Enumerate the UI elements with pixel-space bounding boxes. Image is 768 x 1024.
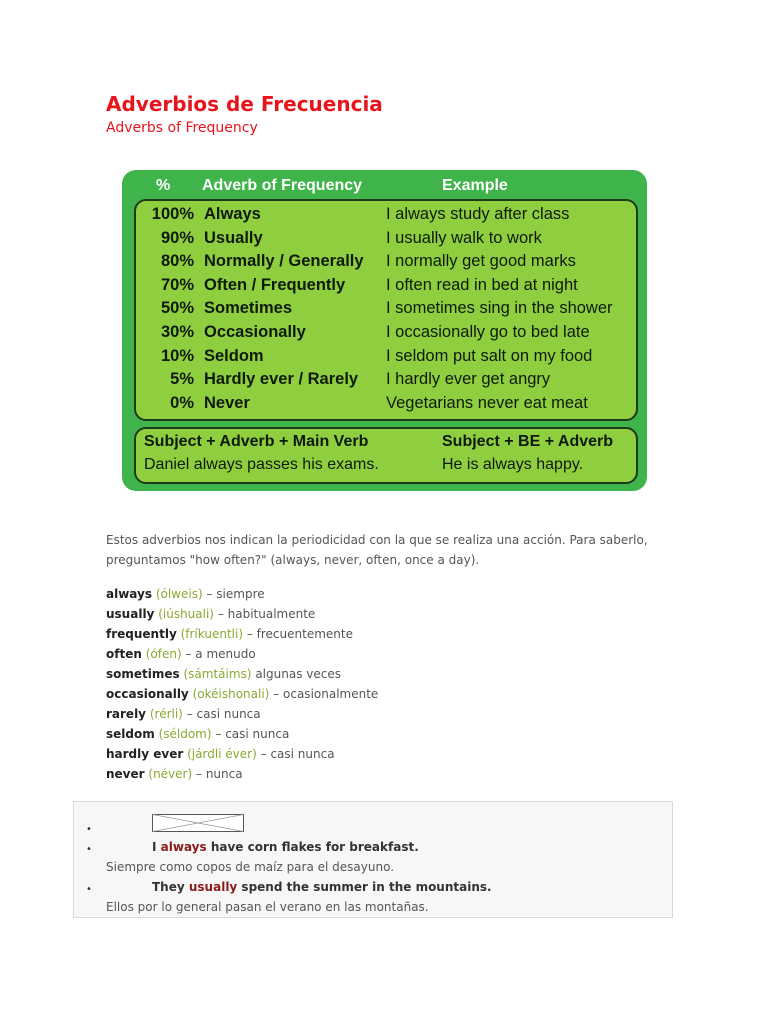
bullet: • <box>86 844 92 855</box>
vocab-pronunciation: (rérli) <box>149 707 183 721</box>
vocab-pronunciation: (ólweis) <box>155 587 203 601</box>
row-percent: 80% <box>160 252 194 271</box>
formula-right-example: He is always happy. <box>442 456 584 473</box>
row-adverb: Often / Frequently <box>204 275 346 294</box>
header-adverb: Adverb of Frequency <box>202 177 363 194</box>
row-example: I hardly ever get angry <box>386 370 551 389</box>
vocab-word: frequently <box>106 627 177 641</box>
page-title: Adverbios de Frecuencia <box>106 92 383 116</box>
example-sentence <box>152 840 419 854</box>
vocab-word: usually <box>106 607 155 621</box>
vocab-word: occasionally <box>106 687 189 701</box>
freq-row <box>136 229 636 253</box>
vocab-meaning: – casi nunca <box>186 707 261 721</box>
vocab-meaning: – casi nunca <box>260 747 335 761</box>
sentence-part: I <box>152 840 161 854</box>
vocab-meaning: – frecuentemente <box>246 627 353 641</box>
frequency-infographic <box>122 170 647 491</box>
vocab-pronunciation: (járdli éver) <box>187 747 257 761</box>
row-adverb: Sometimes <box>204 299 293 318</box>
vocab-meaning: algunas veces <box>255 667 341 681</box>
vocab-word: hardly ever <box>106 747 184 761</box>
frequency-table-box <box>134 199 638 421</box>
freq-row <box>136 370 636 394</box>
list-item <box>106 624 378 644</box>
vocab-word: never <box>106 767 145 781</box>
intro-paragraph: Estos adverbios nos indican la periodicidad con la que se realiza una acción. Para saberlo, preguntamos "how often?" (always, never, often, once a day). <box>106 533 648 567</box>
list-item <box>106 644 378 664</box>
row-example: Vegetarians never eat meat <box>386 393 588 412</box>
vocab-pronunciation: (séldom) <box>158 727 212 741</box>
bullet: • <box>86 824 92 835</box>
vocab-pronunciation: (okéishonali) <box>192 687 270 701</box>
row-percent: 5% <box>170 370 194 389</box>
row-percent: 0% <box>170 393 194 412</box>
freq-row <box>136 323 636 347</box>
bullet: • <box>86 884 92 895</box>
vocab-meaning: – ocasionalmente <box>273 687 379 701</box>
row-percent: 30% <box>160 323 194 341</box>
row-adverb: Occasionally <box>204 323 306 341</box>
freq-row <box>136 394 636 418</box>
formula-box <box>134 427 638 484</box>
header-example: Example <box>442 177 508 194</box>
vocab-word: often <box>106 647 142 661</box>
freq-row <box>136 205 636 229</box>
row-adverb: Usually <box>204 228 263 247</box>
row-example: I normally get good marks <box>386 252 576 271</box>
vocab-pronunciation: (ófen) <box>145 647 182 661</box>
sentence-part: spend the summer in the mountains. <box>237 880 492 894</box>
sentence-part: They <box>152 880 189 894</box>
row-percent: 50% <box>160 299 194 318</box>
formula-left-example: Daniel always passes his exams. <box>144 456 379 473</box>
vocab-meaning: – casi nunca <box>215 727 290 741</box>
header-percent: % <box>156 177 171 194</box>
freq-row <box>136 252 636 276</box>
vocab-meaning: – siempre <box>206 587 265 601</box>
page-subtitle: Adverbs of Frequency <box>106 120 258 136</box>
list-item <box>106 584 378 604</box>
row-percent: 90% <box>160 228 194 247</box>
row-adverb: Seldom <box>204 346 264 365</box>
example-translation: Ellos por lo general pasan el verano en las montañas. <box>106 900 429 914</box>
vocab-word: always <box>106 587 152 601</box>
examples-box <box>73 801 673 918</box>
vocab-meaning: – nunca <box>196 767 243 781</box>
row-percent: 100% <box>151 205 194 223</box>
row-adverb: Never <box>204 393 250 412</box>
vocabulary-list <box>106 584 378 784</box>
vocab-pronunciation: (fríkuentli) <box>180 627 243 641</box>
row-example: I always study after class <box>386 205 570 223</box>
formula-right-rule: Subject + BE + Adverb <box>442 433 614 450</box>
list-item <box>106 604 378 624</box>
freq-row <box>136 299 636 323</box>
row-example: I usually walk to work <box>386 228 542 247</box>
row-adverb: Hardly ever / Rarely <box>204 370 359 389</box>
list-item <box>106 764 378 784</box>
row-percent: 70% <box>160 275 194 294</box>
vocab-meaning: – habitualmente <box>217 607 316 621</box>
freq-row <box>136 347 636 371</box>
formula-left-rule: Subject + Adverb + Main Verb <box>144 433 369 450</box>
vocab-meaning: – a menudo <box>185 647 256 661</box>
list-item <box>106 724 378 744</box>
example-translation: Siempre como copos de maíz para el desayuno. <box>106 860 395 874</box>
highlighted-adverb: usually <box>188 880 238 894</box>
highlighted-adverb: always <box>160 840 207 854</box>
row-example: I seldom put salt on my food <box>386 346 593 365</box>
vocab-pronunciation: (iúshuali) <box>158 607 214 621</box>
list-item <box>106 684 378 704</box>
row-example: I often read in bed at night <box>386 275 578 294</box>
vocab-word: seldom <box>106 727 155 741</box>
row-example: I occasionally go to bed late <box>386 323 590 341</box>
row-adverb: Normally / Generally <box>204 252 364 271</box>
list-item <box>106 704 378 724</box>
vocab-word: sometimes <box>106 667 180 681</box>
row-example: I sometimes sing in the shower <box>386 299 613 318</box>
freq-row <box>136 276 636 300</box>
broken-image-icon <box>152 814 244 832</box>
row-adverb: Always <box>204 205 261 223</box>
sentence-part: have corn flakes for breakfast. <box>206 840 419 854</box>
row-percent: 10% <box>160 346 194 365</box>
list-item <box>106 744 378 764</box>
example-sentence <box>152 880 492 894</box>
vocab-pronunciation: (néver) <box>148 767 193 781</box>
vocab-word: rarely <box>106 707 147 721</box>
list-item <box>106 664 378 684</box>
vocab-pronunciation: (sámtáims) <box>183 667 252 681</box>
